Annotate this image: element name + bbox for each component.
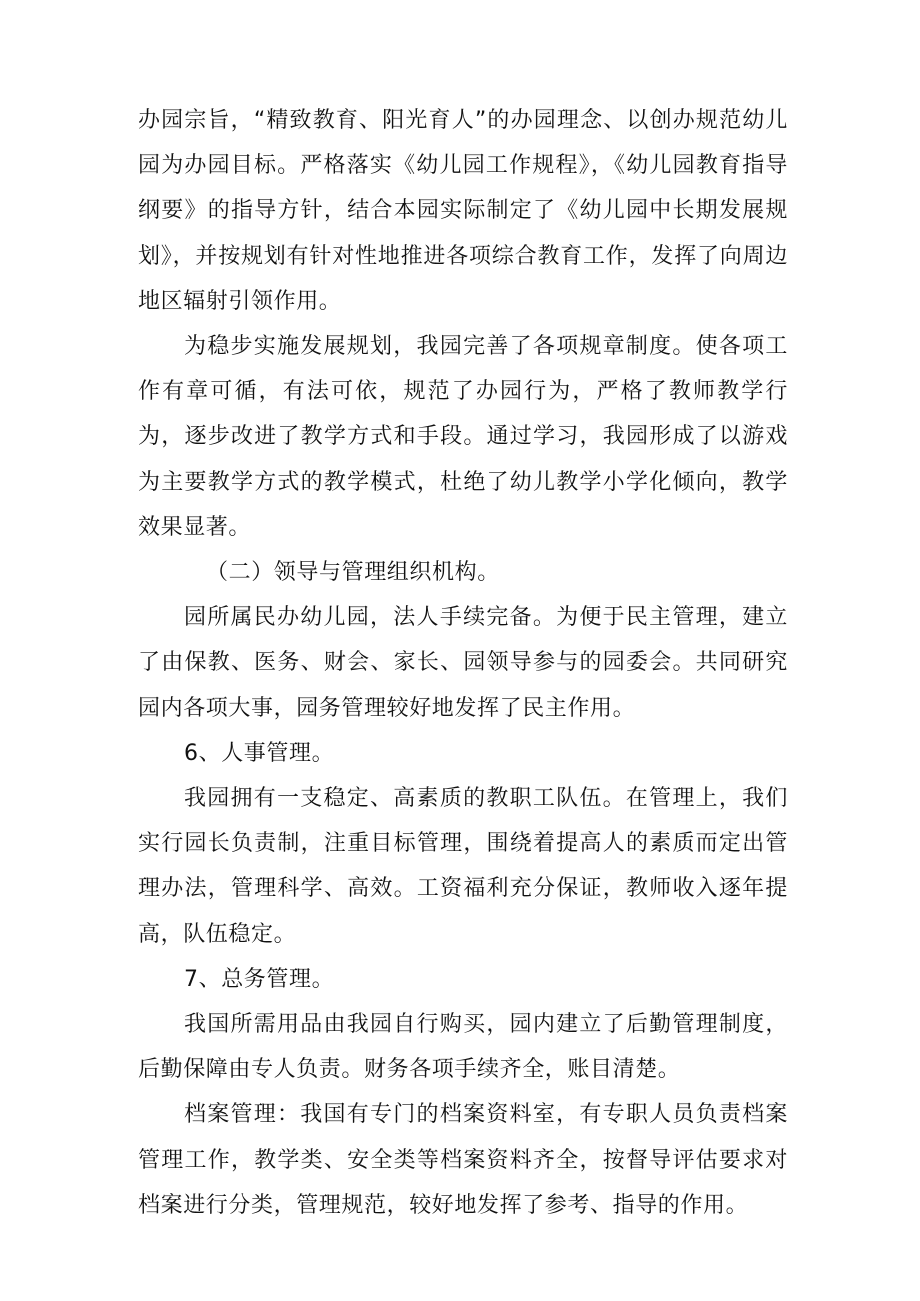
paragraph-archives: 档案管理：我国有专门的档案资料室，有专职人员负责档案管理工作，教学类、安全类等档案资料齐全，按督导评估要求对档案进行分类，管理规范，较好地发挥了参考、指导的作用。 <box>138 1102 788 1218</box>
section-heading-personnel: 6、人事管理。 <box>184 740 335 766</box>
paragraph-leadership: 园所属民办幼儿园，法人手续完备。为便于民主管理，建立了由保教、医务、财会、家长、园领导参与的园委会。共同研究园内各项大事，园务管理较好地发挥了民主作用。 <box>138 605 788 721</box>
paragraph-personnel: 我园拥有一支稳定、高素质的教职工队伍。在管理上，我们实行园长负责制，注重目标管理，围绕着提高人的素质而定出管理办法，管理科学、高效。工资福利充分保证，教师收入逐年提高，队伍稳定。 <box>138 786 788 947</box>
section-heading-leadership: （二）领导与管理组织机构。 <box>206 560 500 586</box>
section-heading-general-affairs: 7、总务管理。 <box>184 966 335 992</box>
paragraph-general-affairs: 我国所需用品由我园自行购买，园内建立了后勤管理制度，后勤保障由专人负责。财务各项手续齐全，账目清楚。 <box>138 1012 788 1083</box>
paragraph-mission: 办园宗旨，“精致教育、阳光育人”的办园理念、以创办规范幼儿园为办园目标。严格落实《幼儿园工作规程》，《幼儿园教育指导纲要》的指导方针，结合本园实际制定了《幼儿园中长期发展规划》，并按规划有针对性地推进各项综合教育工作，发挥了向周边地区辐射引领作用。 <box>138 108 788 314</box>
document-body <box>138 98 788 1228</box>
paragraph-regulations: 为稳步实施发展规划，我园完善了各项规章制度。使各项工作有章可循，有法可依，规范了办园行为，严格了教师教学行为，逐步改进了教学方式和手段。通过学习，我园形成了以游戏为主要教学方式的教学模式，杜绝了幼儿教学小学化倾向，教学效果显著。 <box>138 334 788 540</box>
